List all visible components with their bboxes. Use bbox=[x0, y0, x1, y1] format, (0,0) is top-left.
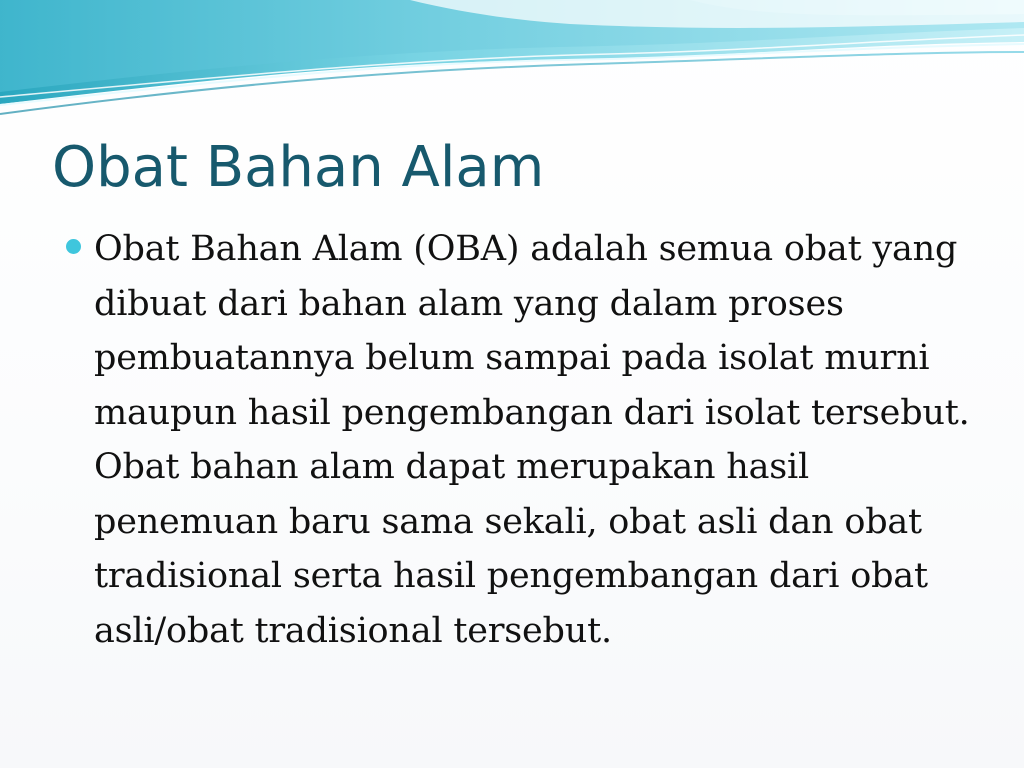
slide-content bbox=[60, 222, 980, 658]
filled-circle-bullet-icon bbox=[66, 239, 81, 254]
page-title: Obat Bahan Alam bbox=[52, 135, 545, 200]
bullet-text: Obat Bahan Alam (OBA) adalah semua obat yang dibuat dari bahan alam yang dalam proses pembuatannya belum sampai pada isolat murni maupun hasil pengembangan dari isolat tersebut. Obat bahan alam dapat merupakan hasil penemuan baru sama sekali, obat asli dan obat tradisional serta hasil pengembangan dari obat asli/obat tradisional tersebut. bbox=[94, 229, 970, 651]
decorative-wave-header bbox=[0, 0, 1024, 130]
bullet-list-item bbox=[60, 222, 980, 658]
